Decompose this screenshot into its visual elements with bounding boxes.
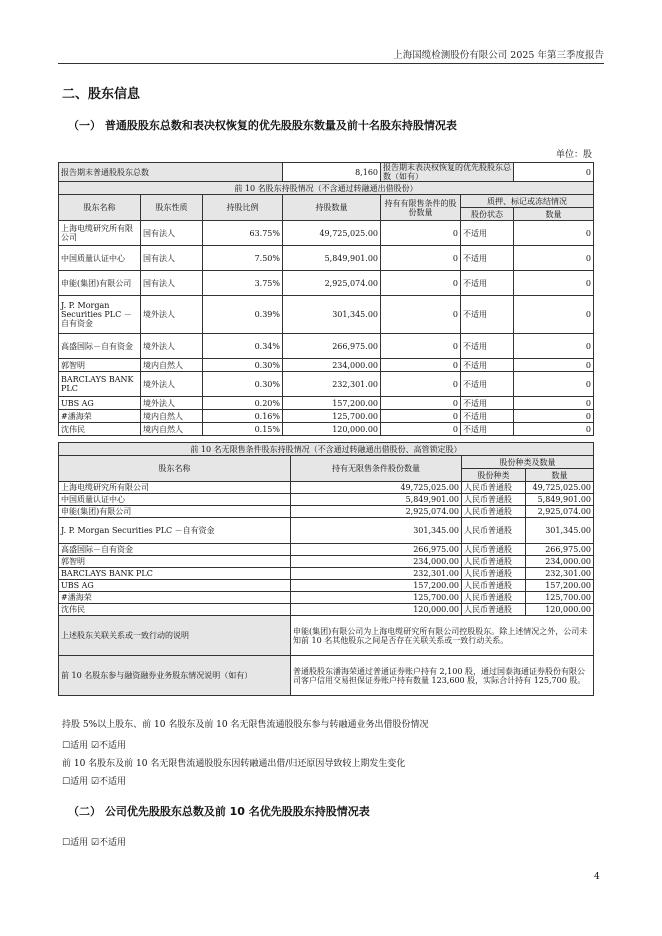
table-row [59,518,594,544]
cell-ratio: 0.30% [203,372,283,397]
cell-restricted: 0 [381,372,461,397]
cell-status: 不适用 [461,372,514,397]
cell-ratio: 0.20% [203,397,283,410]
cell-ratio: 0.39% [203,296,283,334]
cell-type: 人民币普通股 [462,604,526,616]
cell-status: 不适用 [461,423,514,436]
cell-name: 中国质量认证中心 [59,246,141,271]
cell-qty: 234,000.00 [283,359,381,372]
cell-type: 人民币普通股 [462,518,526,544]
cell-name: 郭智明 [59,556,291,568]
cell-qty: 232,301.00 [291,568,462,580]
cell-name: #潘海荣 [59,410,141,423]
cell-qty: 232,301.00 [283,372,381,397]
cell-count: 232,301.00 [526,568,594,580]
subsection-title-1: （一） 普通股股东总数和表决权恢复的优先股股东数量及前十名股东持股情况表 [68,119,457,132]
cell-restricted: 0 [381,296,461,334]
cell-status: 不适用 [461,271,514,296]
page-number: 4 [594,872,600,882]
cell-name: J. P. Morgan Securities PLC －自有资金 [59,296,141,334]
cell-count: 0 [514,423,594,436]
cell-name: 高盛国际－自有资金 [59,544,291,556]
table-row [59,604,594,616]
cell-name: 申能(集团)有限公司 [59,506,291,518]
cell-count: 0 [514,410,594,423]
section-title: 二、股东信息 [62,87,141,102]
total-holders-value: 8,160 [283,163,381,182]
unit-label: 单位：股 [555,150,592,160]
cell-restricted: 0 [381,271,461,296]
col-header-unrestricted-qty: 持有无限售条件股份数量 [291,456,462,482]
cell-count: 0 [514,359,594,372]
cell-name: 高盛国际－自有资金 [59,334,141,359]
cell-qty: 5,849,901.00 [283,246,381,271]
col-header-ratio: 持股比例 [203,195,283,221]
cell-name: 上海电缆研究所有限公司 [59,221,141,246]
cell-qty: 49,725,025.00 [283,221,381,246]
cell-name: BARCLAYS BANK PLC [59,568,291,580]
table-row [59,334,594,359]
col-header-restricted: 持有有限售条件的股份数量 [381,195,461,221]
cell-nature: 境外法人 [141,334,203,359]
table-row [59,372,594,397]
table-row [59,296,594,334]
cell-count: 0 [514,334,594,359]
cell-count: 49,725,025.00 [526,482,594,494]
cell-count: 266,975.00 [526,544,594,556]
cell-name: UBS AG [59,397,141,410]
table-row [59,221,594,246]
cell-count: 2,925,074.00 [526,506,594,518]
cell-qty: 2,925,074.00 [291,506,462,518]
cell-type: 人民币普通股 [462,544,526,556]
lending-note: 持股 5%以上股东、前 10 名股东及前 10 名无限售流通股股东参与转融通业务出借股份情况 [62,720,429,730]
pref-holders-label: 报告期末表决权恢复的优先股股东总数（如有） [381,163,514,182]
cell-type: 人民币普通股 [462,494,526,506]
table-row [59,592,594,604]
cell-qty: 157,200.00 [283,397,381,410]
cell-qty: 266,975.00 [283,334,381,359]
cell-type: 人民币普通股 [462,506,526,518]
table-row [59,494,594,506]
cell-count: 234,000.00 [526,556,594,568]
pref-holders-value: 0 [514,163,594,182]
cell-name: 申能(集团)有限公司 [59,271,141,296]
top10-title: 前 10 名股东持股情况（不含通过转融通出借股份） [59,182,594,195]
cell-qty: 157,200.00 [291,580,462,592]
cell-qty: 234,000.00 [291,556,462,568]
col-header-name: 股东名称 [59,456,291,482]
related-parties-text: 申能(集团)有限公司为上海电缆研究所有限公司控股股东。除上述情况之外，公司未知前 10 名其他股东之间是否存在关联关系或一致行动关系。 [291,616,594,656]
cell-count: 5,849,901.00 [526,494,594,506]
table-row [59,556,594,568]
col-header-status: 股份状态 [461,208,514,221]
related-parties-label: 上述股东关联关系或一致行动的说明 [59,616,291,656]
cell-status: 不适用 [461,359,514,372]
cell-count: 0 [514,397,594,410]
cell-status: 不适用 [461,296,514,334]
cell-status: 不适用 [461,221,514,246]
cell-count: 0 [514,271,594,296]
cell-nature: 境外法人 [141,397,203,410]
cell-count: 301,345.00 [526,518,594,544]
table-row [59,410,594,423]
cell-qty: 120,000.00 [291,604,462,616]
cell-qty: 125,700.00 [291,592,462,604]
table-row [59,544,594,556]
top10-unrestricted-table [58,442,594,696]
cell-name: #潘海荣 [59,592,291,604]
cell-ratio: 0.30% [203,359,283,372]
cell-qty: 120,000.00 [283,423,381,436]
cell-qty: 125,700.00 [283,410,381,423]
col-header-type: 股份种类 [462,469,526,482]
cell-name: 沈伟民 [59,604,291,616]
cell-count: 0 [514,296,594,334]
table-row [59,397,594,410]
table-row [59,246,594,271]
cell-restricted: 0 [381,423,461,436]
cell-name: 中国质量认证中心 [59,494,291,506]
col-header-count: 数量 [526,469,594,482]
cell-type: 人民币普通股 [462,592,526,604]
cell-status: 不适用 [461,397,514,410]
table-row [59,580,594,592]
col-header-name: 股东名称 [59,195,141,221]
col-header-type-group: 股份种类及数量 [462,456,594,469]
table-row [59,359,594,372]
page-header: 上海国缆检测股份有限公司 2025 年第三季度报告 [393,50,604,61]
cell-nature: 境内自然人 [141,423,203,436]
margin-trading-label: 前 10 名股东参与融资融券业务股东情况说明（如有） [59,656,291,696]
margin-trading-text: 普通股股东潘海荣通过普通证券账户持有 2,100 股，通过国泰海通证券股份有限公司客户信用交易担保证券账户持有数量 123,600 股，实际合计持有 125,700 股。 [291,656,594,696]
preferred-applicable-checkbox[interactable]: ☐适用 ☑不适用 [62,838,126,848]
cell-count: 0 [514,246,594,271]
change-applicable-checkbox[interactable]: ☐适用 ☑不适用 [62,777,126,787]
cell-name: 上海电缆研究所有限公司 [59,482,291,494]
cell-name: 郭智明 [59,359,141,372]
top10-shareholders-table [58,162,594,436]
table-row [59,423,594,436]
table-row [59,568,594,580]
subsection-title-2: （二） 公司优先股股东总数及前 10 名优先股股东持股情况表 [68,805,370,818]
cell-qty: 2,925,074.00 [283,271,381,296]
cell-name: BARCLAYS BANK PLC [59,372,141,397]
cell-name: J. P. Morgan Securities PLC －自有资金 [59,518,291,544]
cell-ratio: 63.75% [203,221,283,246]
cell-nature: 国有法人 [141,246,203,271]
table-row [59,482,594,494]
cell-ratio: 0.15% [203,423,283,436]
cell-ratio: 3.75% [203,271,283,296]
cell-status: 不适用 [461,246,514,271]
cell-qty: 266,975.00 [291,544,462,556]
cell-type: 人民币普通股 [462,568,526,580]
cell-count: 125,700.00 [526,592,594,604]
col-header-qty: 持股数量 [283,195,381,221]
cell-ratio: 7.50% [203,246,283,271]
cell-ratio: 0.16% [203,410,283,423]
cell-nature: 国有法人 [141,221,203,246]
cell-qty: 5,849,901.00 [291,494,462,506]
cell-restricted: 0 [381,359,461,372]
cell-restricted: 0 [381,410,461,423]
table-row [59,506,594,518]
cell-nature: 境外法人 [141,296,203,334]
cell-nature: 境内自然人 [141,410,203,423]
cell-type: 人民币普通股 [462,482,526,494]
unrestricted-title: 前 10 名无限售条件股东持股情况（不含通过转融通出借股份、高管锁定股） [59,443,594,456]
col-header-count: 数量 [514,208,594,221]
header-divider [58,63,604,64]
cell-status: 不适用 [461,334,514,359]
cell-count: 157,200.00 [526,580,594,592]
cell-restricted: 0 [381,397,461,410]
cell-ratio: 0.34% [203,334,283,359]
cell-qty: 301,345.00 [283,296,381,334]
cell-nature: 国有法人 [141,271,203,296]
cell-status: 不适用 [461,410,514,423]
cell-count: 120,000.00 [526,604,594,616]
cell-nature: 境内自然人 [141,359,203,372]
cell-qty: 301,345.00 [291,518,462,544]
cell-type: 人民币普通股 [462,556,526,568]
lending-applicable-checkbox[interactable]: ☐适用 ☑不适用 [62,741,126,751]
cell-restricted: 0 [381,246,461,271]
cell-type: 人民币普通股 [462,580,526,592]
cell-restricted: 0 [381,334,461,359]
cell-name: 沈伟民 [59,423,141,436]
cell-count: 0 [514,221,594,246]
table-row [59,271,594,296]
change-note: 前 10 名股东及前 10 名无限售流通股股东因转融通出借/归还原因导致较上期发生变化 [62,759,406,769]
cell-restricted: 0 [381,221,461,246]
cell-qty: 49,725,025.00 [291,482,462,494]
total-holders-label: 报告期末普通股股东总数 [59,163,283,182]
cell-count: 0 [514,372,594,397]
col-header-nature: 股东性质 [141,195,203,221]
cell-nature: 境外法人 [141,372,203,397]
cell-name: UBS AG [59,580,291,592]
col-header-pledge: 质押、标记或冻结情况 [461,195,594,208]
